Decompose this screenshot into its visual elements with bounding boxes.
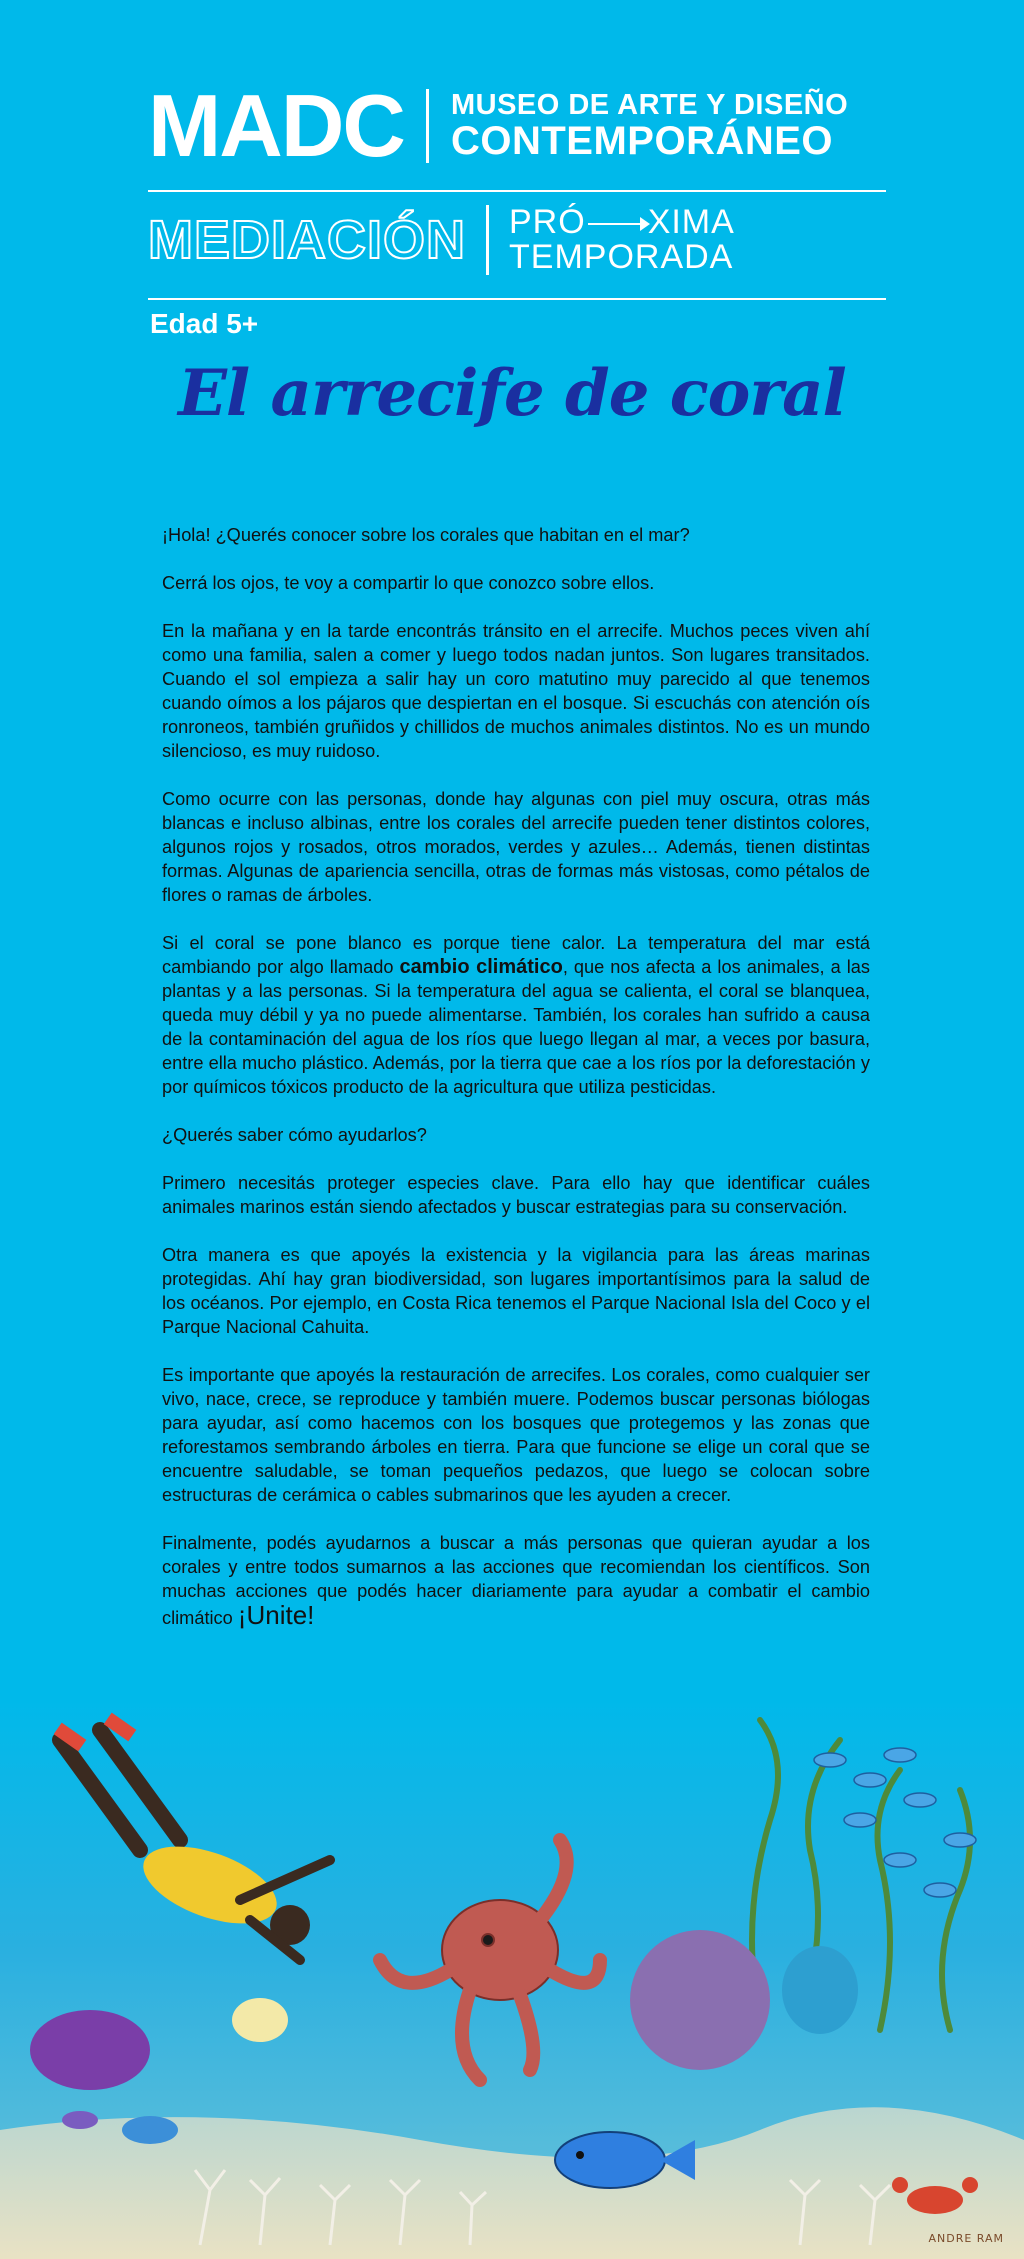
mediacion-label: MEDIACIÓN bbox=[148, 210, 466, 270]
proxima-part-a: PRÓ bbox=[509, 203, 586, 242]
museum-line-1: MUSEO DE ARTE Y DISEÑO bbox=[450, 88, 849, 121]
header-rule-bottom bbox=[148, 298, 886, 300]
paragraph-7: Primero necesitás proteger especies clave. Para ello hay que identificar cuáles animales marinos están siendo afectados y buscar estrategias para su conservación. bbox=[162, 1173, 870, 1217]
divider bbox=[486, 205, 489, 275]
purple-coral bbox=[630, 1930, 770, 2070]
arrow-icon bbox=[588, 223, 648, 225]
museum-name bbox=[451, 90, 848, 162]
museum-line-2: CONTEMPORÁNEO bbox=[450, 119, 834, 164]
unite-callout: ¡Unite! bbox=[237, 1600, 315, 1630]
paragraph-9: Es importante que apoyés la restauración de arrecifes. Los corales, como cualquier ser vivo, nace, crece, se reproduce y también muere. Podemos buscar personas biólogas para ayudar, así como hacemos con los bosques que protegemos y las zonas que reforestamos sembrando árboles en tierra. Para que funcione se elige un coral que se encuentre saludable, se toman pequeños pedazos, que luego se colocan sobre estructuras de cerámica o cables submarinos que les ayuden a crecer. bbox=[162, 1365, 870, 1505]
paragraph-10 bbox=[162, 1531, 870, 1630]
paragraph-5 bbox=[162, 931, 870, 1099]
paragraph-2: Cerrá los ojos, te voy a compartir lo que conozco sobre ellos. bbox=[162, 573, 655, 593]
article-body bbox=[162, 523, 870, 1654]
proxima-line bbox=[509, 205, 735, 240]
paragraph-3: En la mañana y en la tarde encontrás tránsito en el arrecife. Muchos peces viven ahí como una familia, salen a comer y luego todos nadan juntos. Son lugares transitados. Cuando el sol empieza a salir hay un coro matutino muy parecido al que tenemos cuando oímos a los pájaros que despiertan en el bosque. Si escuchás con atención oís ronroneos, también gruñidos y chillidos de muchos animales distintos. No es un mundo silencioso, es muy ruidoso. bbox=[162, 621, 870, 761]
proxima-temporada bbox=[509, 205, 735, 274]
paragraph-6: ¿Querés saber cómo ayudarlos? bbox=[162, 1125, 427, 1145]
madc-logo: MADC bbox=[148, 76, 404, 175]
paragraph-8: Otra manera es que apoyés la existencia y la vigilancia para las áreas marinas protegidas. Ahí hay gran biodiversidad, son lugares importantísimos para la salud de los océanos. Por ejemplo, en Costa Rica tenemos el Parque Nacional Isla del Coco y el Parque Nacional Cahuita. bbox=[162, 1245, 870, 1337]
paragraph-5-end: , que nos afecta a los animales, a las plantas y a las personas. Si la temperatura del agua se calienta, el coral se blanquea, queda muy débil y ya no puede alimentarse. También, los corales han sufrido a causa de la contaminación del agua de los ríos que luego llegan al mar, a veces por basura, entre ella mucho plástico. Además, por la tierra que cae a los ríos por la deforestación y por químicos tóxicos producto de la agricultura que utiliza pesticidas. bbox=[162, 957, 871, 1097]
coral-reef-illustration bbox=[0, 1700, 1024, 2259]
divider bbox=[426, 89, 429, 163]
temporada-line: TEMPORADA bbox=[509, 238, 734, 276]
artist-signature: ANDRE RAM bbox=[928, 2232, 1004, 2245]
blue-coral bbox=[782, 1946, 858, 2034]
age-label: Edad 5+ bbox=[150, 308, 259, 339]
page-title: El arrecife de coral bbox=[178, 356, 846, 431]
paragraph-10-start: Finalmente, podés ayudarnos a buscar a más personas que quieran ayudar a los corales y entre todos sumarnos a las acciones que recomiendan los científicos. Son muchas acciones que podés hacer diariamente para ayudar a combatir el cambio climático bbox=[162, 1533, 870, 1628]
cambio-climatico-emphasis: cambio climático bbox=[399, 956, 563, 978]
header bbox=[148, 78, 886, 300]
purple-coral-left bbox=[30, 2010, 150, 2090]
paragraph-5-start: Si el coral se pone blanco es porque tiene calor. La temperatura del mar está cambiando por algo llamado bbox=[162, 933, 870, 977]
brand-row bbox=[148, 78, 886, 174]
proxima-part-b: XIMA bbox=[647, 203, 735, 242]
white-coral bbox=[232, 1998, 288, 2042]
paragraph-1: ¡Hola! ¿Querés conocer sobre los corales que habitan en el mar? bbox=[162, 525, 690, 545]
mediacion-row bbox=[148, 192, 886, 288]
paragraph-4: Como ocurre con las personas, donde hay algunas con piel muy oscura, otras más blancas e incluso albinas, entre los corales del arrecife pueden tener distintos colores, algunos rojos y rosados, otros morados, verdes y azules… Además, tienen distintas formas. Algunas de apariencia sencilla, otras de formas más vistosas, como pétalos de flores o ramas de árboles. bbox=[162, 789, 870, 905]
